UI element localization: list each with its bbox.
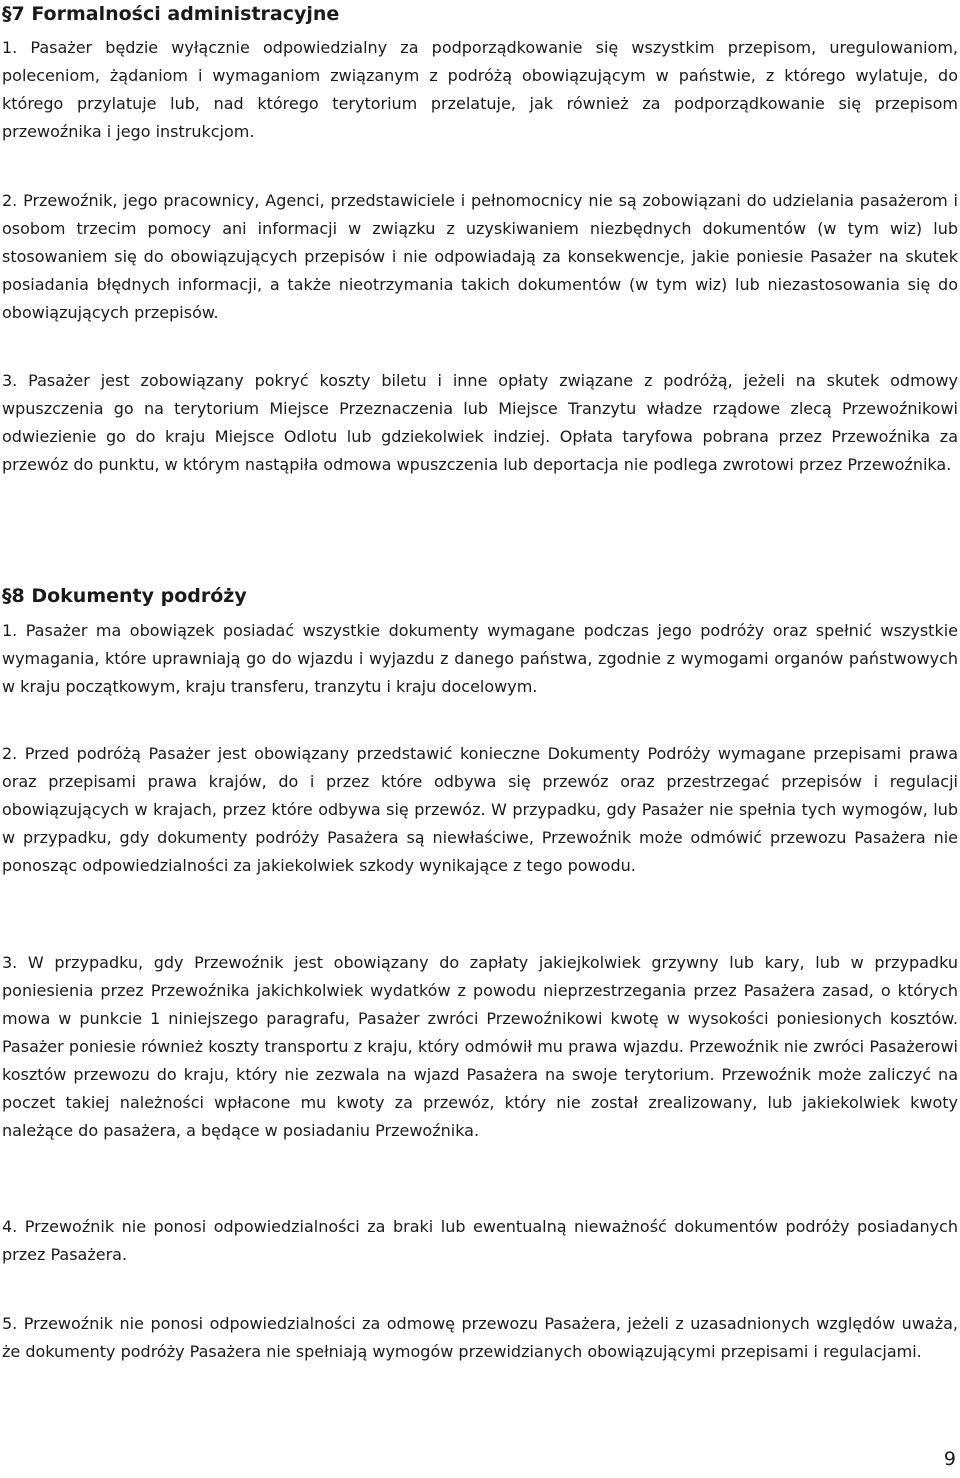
section-8-title: §8 Dokumenty podróży [2,585,247,607]
section-8-paragraph-1: 1. Pasażer ma obowiązek posiadać wszystkie dokumenty wymagane podczas jego podróży oraz spełnić wszystkie wymagania, które uprawniają go do wjazdu i wyjazdu z danego państwa, zgodnie z wymogami organów państwowych w kraju początkowym, kraju transferu, tranzytu i kraju docelowym. [2,621,958,696]
section-7-paragraph-1: 1. Pasażer będzie wyłącznie odpowiedzialny za podporządkowanie się wszystkim przepisom, uregulowaniom, poleceniom, żądaniom i wymaganiom związanym z podróżą obowiązującym w państwie, z którego wylatuje, do którego przylatuje lub, nad którego terytorium przelatuje, jak również za podporządkowanie się przepisom przewoźnika i jego instrukcjom. [2,38,958,141]
section-8-paragraph-5: 5. Przewoźnik nie ponosi odpowiedzialności za odmowę przewozu Pasażera, jeżeli z uzasadnionych względów uważa, że dokumenty podróży Pasażera nie spełniają wymogów przewidzianych obowiązującymi przepisami i regulacjami. [2,1314,958,1361]
section-8-paragraph-4: 4. Przewoźnik nie ponosi odpowiedzialności za braki lub ewentualną nieważność dokumentów podróży posiadanych przez Pasażera. [2,1217,958,1264]
section-8-paragraph-3: 3. W przypadku, gdy Przewoźnik jest obowiązany do zapłaty jakiejkolwiek grzywny lub kary, lub w przypadku poniesienia przez Przewoźnika jakichkolwiek wydatków z powodu nieprzestrzegania przez Pasażera zasad, o których mowa w punkcie 1 niniejszego paragrafu, Pasażer zwróci Przewoźnikowi kwotę w wysokości poniesionych kosztów. Pasażer poniesie również koszty transportu z kraju, który odmówił mu prawa wjazdu. Przewoźnik nie zwróci Pasażerowi kosztów przewozu do kraju, który nie zezwala na wjazd Pasażera na swoje terytorium. Przewoźnik może zaliczyć na poczet takiej należności wpłacone mu kwoty za przewóz, który nie został zrealizowany, lub jakiekolwiek kwoty należące do pasażera, a będące w posiadaniu Przewoźnika. [2,953,958,1140]
section-7-paragraph-3: 3. Pasażer jest zobowiązany pokryć koszty biletu i inne opłaty związane z podróżą, jeżeli na skutek odmowy wpuszczenia go na terytorium Miejsce Przeznaczenia lub Miejsce Tranzytu władze rządowe zlecą Przewoźnikowi odwiezienie go do kraju Miejsce Odlotu lub gdziekolwiek indziej. Opłata taryfowa pobrana przez Przewoźnika za przewóz do punktu, w którym nastąpiła odmowa wpuszczenia lub deportacja nie podlega zwrotowi przez Przewoźnika. [2,371,958,474]
page-number: 9 [943,1448,956,1470]
section-7-title: §7 Formalności administracyjne [2,3,340,25]
section-7-paragraph-2: 2. Przewoźnik, jego pracownicy, Agenci, przedstawiciele i pełnomocnicy nie są zobowiązani do udzielania pasażerom i osobom trzecim pomocy ani informacji w związku z uzyskiwaniem niezbędnych dokumentów (w tym wiz) lub stosowaniem się do obowiązujących przepisów i nie odpowiadają za konsekwencje, jakie poniesie Pasażer na skutek posiadania błędnych informacji, a także nieotrzymania takich dokumentów (w tym wiz) lub niezastosowania się do obowiązujących przepisów. [2,191,958,322]
section-8-paragraph-2: 2. Przed podróżą Pasażer jest obowiązany przedstawić konieczne Dokumenty Podróży wymagane przepisami prawa oraz przepisami prawa krajów, do i przez które odbywa się przewóz oraz przestrzegać przepisów i regulacji obowiązujących w krajach, przez które odbywa się przewóz. W przypadku, gdy Pasażer nie spełnia tych wymogów, lub w przypadku, gdy dokumenty podróży Pasażera są niewłaściwe, Przewoźnik może odmówić przewozu Pasażera nie ponosząc odpowiedzialności za jakiekolwiek szkody wynikające z tego powodu. [2,744,958,875]
